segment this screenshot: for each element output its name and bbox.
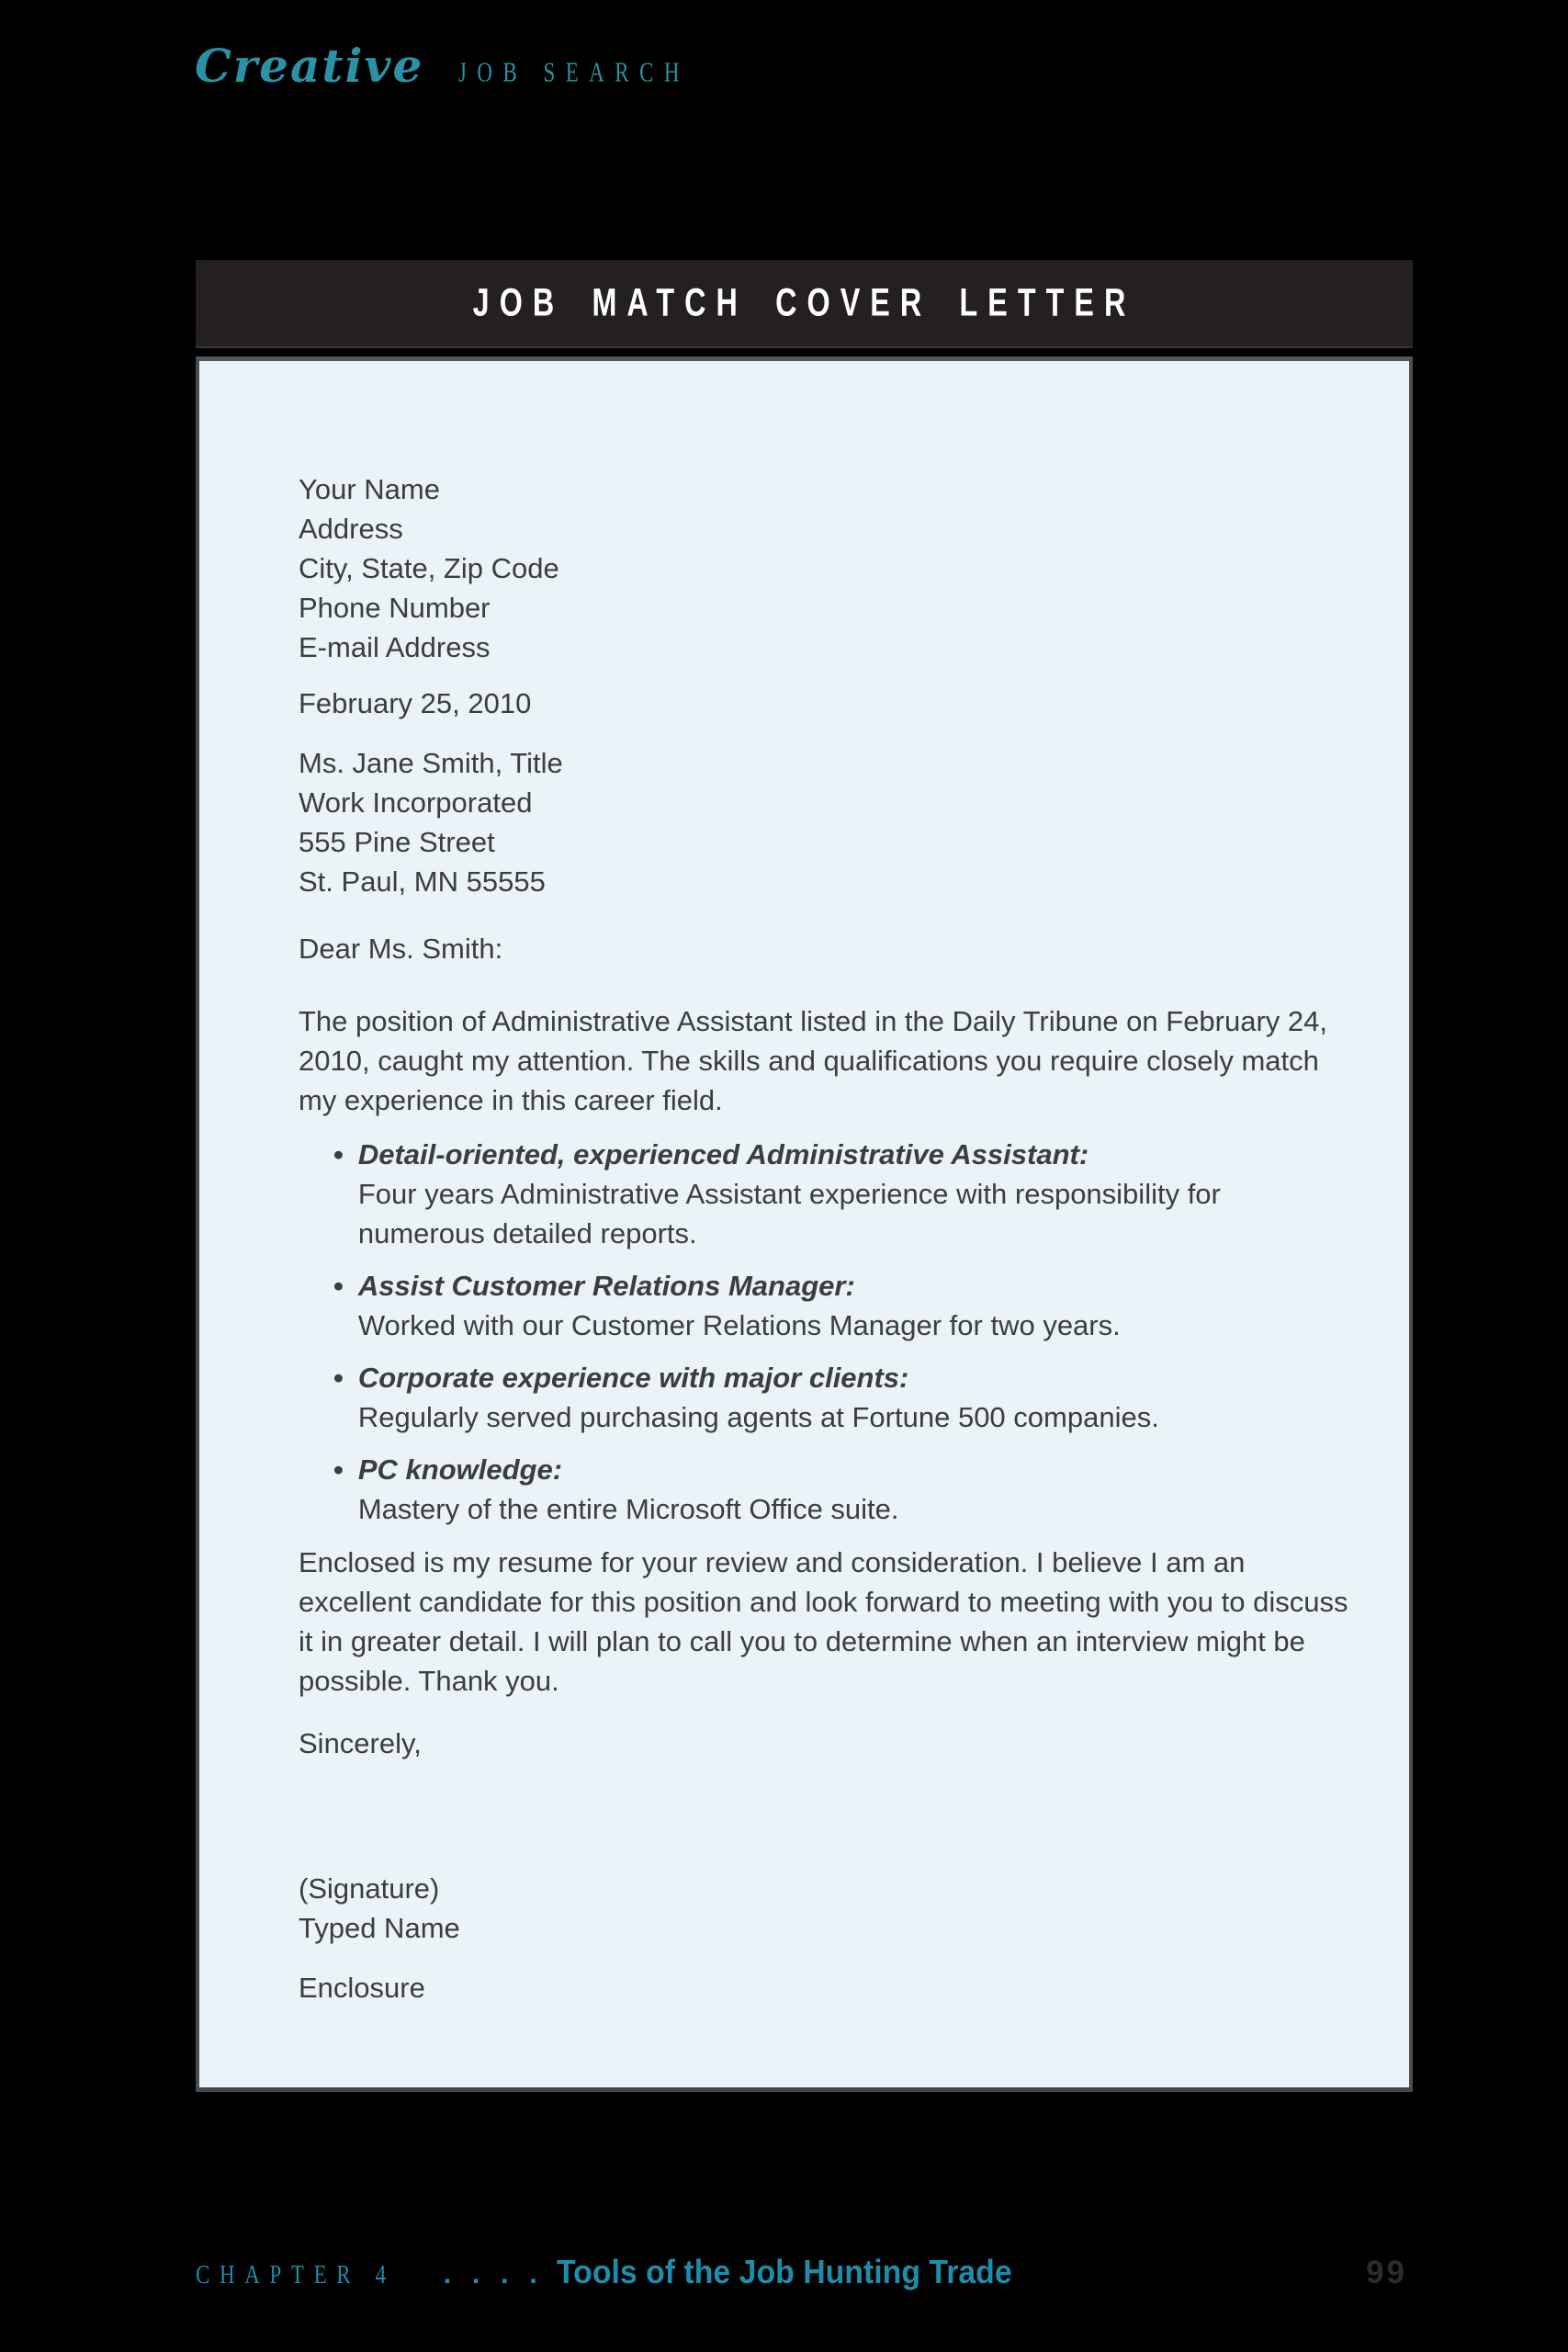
- bullet-icon: •: [333, 1362, 344, 1394]
- qualification-item: [333, 1135, 1335, 1253]
- sender-city-line: City, State, Zip Code: [299, 552, 559, 584]
- sender-address-line: Address: [299, 513, 403, 545]
- qualifications-list: [299, 1135, 1354, 1529]
- qualification-text: Four years Administrative Assistant experience with responsibility for numerous detailed reports.: [357, 1178, 1221, 1250]
- brand-logo: [195, 39, 741, 93]
- bullet-icon: •: [333, 1138, 344, 1170]
- qualification-content: [358, 1266, 1121, 1345]
- qualification-item: [333, 1358, 1335, 1437]
- brand-caps-wordmark: JOB SEARCH: [458, 57, 691, 88]
- qualification-heading: Detail-oriented, experienced Administrative Assistant:: [357, 1138, 1089, 1170]
- qualification-text: Worked with our Customer Relations Manager for two years.: [357, 1309, 1121, 1341]
- signoff: Sincerely,: [299, 1727, 422, 1759]
- signature-placeholder: (Signature): [299, 1872, 440, 1905]
- qualification-item: [333, 1266, 1335, 1345]
- footer-dots: . . . .: [443, 2257, 544, 2290]
- recipient-block: [299, 743, 1354, 901]
- brand-script-wordmark: Creative: [195, 39, 424, 93]
- qualification-content: [358, 1450, 899, 1529]
- recipient-name-line: Ms. Jane Smith, Title: [299, 747, 563, 779]
- chapter-label: CHAPTER 4: [196, 2261, 396, 2290]
- letter-body: [196, 356, 1413, 2092]
- page-footer: [196, 2253, 1413, 2291]
- letter-date: February 25, 2010: [299, 687, 532, 719]
- footer-chapter-title: Tools of the Job Hunting Trade: [556, 2253, 1012, 2290]
- qualification-item: [333, 1450, 1335, 1529]
- qualification-heading: PC knowledge:: [357, 1453, 563, 1486]
- signature-block: [299, 1869, 1354, 1948]
- qualification-text: Regularly served purchasing agents at Fortune 500 companies.: [357, 1401, 1159, 1433]
- intro-paragraph: The position of Administrative Assistant listed in the Daily Tribune on February 24, 2010, caught my attention. The skills and qualifications you require closely match my experience in this career field.: [299, 1005, 1328, 1116]
- recipient-city-line: St. Paul, MN 55555: [299, 865, 546, 898]
- recipient-street-line: 555 Pine Street: [299, 826, 495, 858]
- panel-title: JOB MATCH COVER LETTER: [472, 280, 1136, 324]
- sender-name-line: Your Name: [299, 473, 440, 505]
- bullet-icon: •: [333, 1270, 344, 1302]
- panel-title-bar: [196, 260, 1413, 348]
- qualification-heading: Assist Customer Relations Manager:: [357, 1270, 855, 1302]
- page-number: 99: [1366, 2255, 1407, 2290]
- sender-block: [299, 469, 1354, 667]
- sender-email-line: E-mail Address: [299, 631, 491, 663]
- qualification-content: [358, 1358, 1159, 1437]
- qualification-heading: Corporate experience with major clients:: [357, 1362, 909, 1394]
- cover-letter-panel: [196, 260, 1413, 2092]
- enclosure-note: Enclosure: [299, 1972, 425, 2004]
- sender-phone-line: Phone Number: [299, 592, 491, 624]
- qualification-content: [358, 1135, 1335, 1253]
- typed-name: Typed Name: [299, 1912, 460, 1944]
- bullet-icon: •: [333, 1453, 344, 1486]
- closing-paragraph: Enclosed is my resume for your review and consideration. I believe I am an excellent candidate for this position and look forward to meeting with you to discuss it in greater detail. I will plan to call you to determine when an interview might be possible. Thank you.: [299, 1546, 1348, 1697]
- salutation: Dear Ms. Smith:: [299, 933, 503, 965]
- recipient-company-line: Work Incorporated: [299, 786, 533, 819]
- qualification-text: Mastery of the entire Microsoft Office suite.: [357, 1493, 899, 1525]
